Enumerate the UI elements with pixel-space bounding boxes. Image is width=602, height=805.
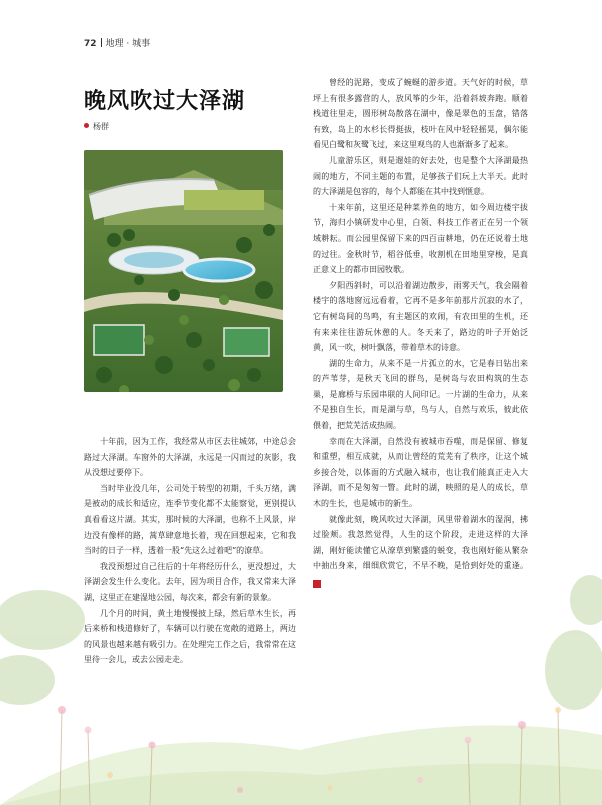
left-text-column (84, 434, 296, 668)
paragraph: 当时毕业没几年，公司处于转型的初期，千头万绪，满是被动的成长和适应，连季节变化都不太能察觉，更别提认真看看这片湖。其实，那时候的大泽湖，也称不上风景，岸边没有像样的路，蒿草肆意地长着，现在回想起来，它和我当时的日子一样，透着一股“先这么过着吧”的潦草。 (84, 483, 296, 556)
article-title: 晚风吹过大泽湖 (84, 89, 246, 114)
paragraph: 十年前，因为工作，我经常从市区去往城郊，中途总会路过大泽湖。车窗外的大泽湖，永远是一闪而过的灰影，我从没想过要停下。 (84, 437, 296, 478)
paragraph: 湖的生命力，从来不是一片孤立的水，它是春日钻出来的芦苇芽，是秋天飞回的群鸟，是树岛与农田构筑的生态巢，是廊桥与乐园串联的人间印记。一片湖的生命力，从来不是独自生长，而是湖与草，鸟与人，自然与欢乐，彼此依偎着，把荒芜活成热闹。 (313, 358, 528, 431)
right-text-column (313, 75, 528, 590)
paragraph: 夕阳西斜时，可以沿着湖边散步，雨雾天气，我会隔着楼宇的落地窗远远看着，它再不是多年前那片沉寂的水了，它有树岛间的鸟鸣，有主题区的欢闹，有农田里的生机，还有来来往往游玩休憩的人。冬天来了，路边的叶子开始泛黄，风一吹，树叶飘落，带着草木的诗意。 (313, 280, 528, 353)
paragraph: 十来年前，这里还是种菜养鱼的地方，如今周边楼宇拔节，海归小镇研发中心里，白领、科技工作者正在另一个领域耕耘。而公园里保留下来的四百亩耕地，仍在还说着土地的过往。金秋时节，稻谷低垂，收割机在田地里穿梭，是真正意义上的都市田园牧歌。 (313, 202, 528, 275)
author-name: 杨群 (93, 122, 109, 131)
paragraph: 儿童游乐区，则是遛娃的好去处，也是整个大泽湖最热闹的地方，不同主题的布置，足够孩子们玩上大半天。此时的大泽湖是包容的，每个人都能在其中找到惬意。 (313, 155, 528, 197)
author-line (84, 121, 109, 132)
section-label: 地理 · 城事 (105, 39, 151, 49)
aerial-park-illustration (84, 150, 283, 392)
author-bullet-icon (84, 123, 89, 128)
paragraph: 我没预想过自己往后的十年将经历什么，更没想过，大泽湖会发生什么变化。去年，因为项目合作，我又常来大泽湖，这里正在建湿地公园，每次来，都会有新的景象。 (84, 561, 296, 602)
paragraph: 曾经的泥路，变成了蜿蜒的游步道。天气好的时候，草坪上有很多露营的人，放风筝的少年，沿着斜坡奔跑。顺着栈道往里走，圆形树岛散落在湖中，像是翠色的玉盘，错落有致，岛上的水杉长得挺拔，枝叶在风中轻轻摇晃，偶尔能看见白鹭和灰鹭飞过，来这里观鸟的人也渐渐多了起来。 (313, 78, 528, 150)
paragraph-last (313, 512, 528, 590)
aerial-park-photo (84, 150, 283, 392)
paragraph: 幸而在大泽湖，自然没有被城市吞噬，而是保留、修复和重塑，相互成就，从而让曾经的荒芜有了秩序，让这个城乡接合处，以体面的方式融入城市，也让我们能真正走入大泽湖，而不是匆匆一瞥。此时的湖，映照的是人的成长，草木的生长，也是城市的新生。 (313, 436, 528, 509)
last-paragraph-text: 就像此刻，晚风吹过大泽湖，风里带着湖水的湿润，拂过脸颊。我忽然觉得，人生的这个阶段，走进这样的大泽湖，刚好能读懂它从潦草到繁盛的蜕变，我也刚好能从繁杂中抽出身来，细细欣赏它，不早不晚，是恰到好处的重逢。 (313, 514, 528, 571)
paragraph: 几个月的时间，黄土地慢慢披上绿，然后草木生长，再后来桥和栈道修好了，车辆可以行驶在宽敞的道路上，两边的风景也越来越有吸引力。在处理完工作之后，我常常在这里待一会儿，或去公园走走。 (84, 608, 296, 665)
page-header (84, 36, 150, 49)
page-number: 72 (84, 39, 97, 49)
header-divider (101, 38, 102, 47)
end-mark-icon: T (313, 580, 321, 588)
